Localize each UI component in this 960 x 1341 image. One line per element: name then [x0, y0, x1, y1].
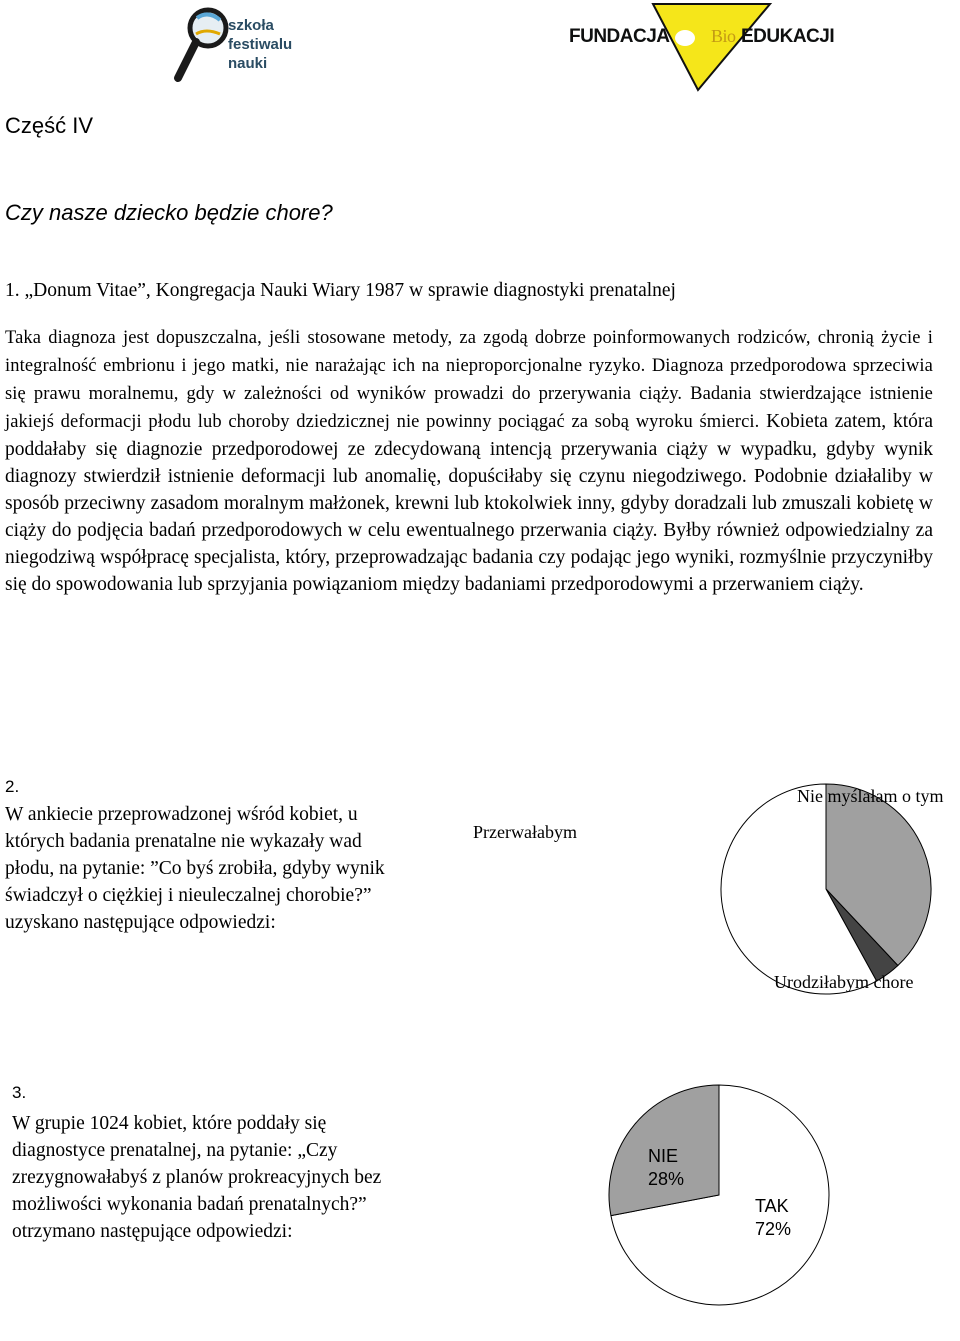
- fundacja-logo-word: EDUKACJI: [741, 26, 835, 47]
- szkola-logo-text: [228, 16, 292, 73]
- chart1-label-nie-myslalam: Nie myślałam o tym: [797, 786, 944, 806]
- section1-paragraph-b: Kobieta zatem, która poddałaby się diagnozie przedporodowej ze zdecydowaną intencją przerywania ciąży w wypadku, gdyby wynik diagnozy stwierdził istnienie deformacji lub anomalię, dopuściłaby się czynu niegodziwego. Podobnie działaliby w sposób przeciwny zasadom moralnym małżonek, krewni lub ktokolwiek inny, gdyby doradzali lub zmuszali kobietę w ciąży do podjęcia badań przedporodowych w celu ewentualnego przerwania ciąży. Byłby również odpowiedzialny za niegodziwą współpracę specjalista, który, przeprowadzając badania czy podając jego wyniki, rozmyślnie przyczyniłby się do spowodowania lub sprzyjania powiązaniom między badaniami przedporodowymi a przerwaniem ciąży.: [5, 411, 934, 595]
- szkola-festiwalu-nauki-logo: [170, 4, 293, 84]
- magnifier-icon: [170, 4, 230, 84]
- section1-body: [5, 324, 933, 598]
- pie-chart-1: [460, 775, 960, 1000]
- szkola-logo-line: szkoła: [228, 17, 274, 34]
- szkola-logo-line: festiwalu: [228, 36, 293, 53]
- chart1-label-przerwalabym: Przerwałabym: [473, 822, 577, 842]
- page-subtitle: Czy nasze dziecko będzie chore?: [5, 200, 333, 225]
- pie-chart-1-svg: [460, 775, 960, 1000]
- szkola-logo-line: nauki: [228, 55, 268, 72]
- chart1-label-urodzilabym: Urodziłabym chore: [774, 972, 914, 992]
- chart2-value-nie: 28%: [648, 1169, 685, 1189]
- section2-number: 2.: [5, 777, 20, 796]
- part-title: Część IV: [5, 113, 94, 138]
- section1-paragraph-a: Taka diagnoza jest dopuszczalna, jeśli stosowane metody, za zgodą dobrze poinformowanych rodziców, chronią życie i integralność embrionu i jego matki, nie narażając ich na nieproporcjonalne ryzyko. Diagnoza przedporodowa sprzeciwia się prawu moralnemu, gdy w zależności od wyników prowadzi do przerywania ciąży. Badania stwierdzające istnienie jakiejś deformacji płodu lub choroby dziedzicznej nie powinny pociągać za sobą wyroku śmierci.: [5, 328, 933, 432]
- chart2-value-tak: 72%: [755, 1219, 792, 1239]
- chart2-label-tak: TAK: [755, 1196, 789, 1216]
- section3-text: W grupie 1024 kobiet, które poddały się diagnostyce prenatalnej, na pytanie: „Czy zrezygnowałabyś z planów prokreacyjnych bez możliwości wykonania badań prenatalnych?” otrzymano następujące odpowiedzi:: [12, 1113, 382, 1242]
- fundacja-logo-word: Bio: [711, 26, 736, 46]
- pie-chart-2: [590, 1080, 880, 1336]
- pie-chart-2-svg: [590, 1080, 880, 1336]
- section1-heading: 1. „Donum Vitae”, Kongregacja Nauki Wiary 1987 w sprawie diagnostyki prenatalnej: [5, 280, 676, 301]
- fundacja-logo-word: FUNDACJA: [569, 26, 670, 47]
- fundacja-bioedukacji-logo: [565, 0, 835, 92]
- section3-number: 3.: [12, 1083, 27, 1102]
- section2-text: W ankiecie przeprowadzonej wśród kobiet, u których badania prenatalne nie wykazały wad płodu, na pytanie: ”Co byś zrobiła, gdyby wynik świadczył o ciężkiej i nieuleczalnej chorobie?” uzyskano następujące odpowiedzi:: [5, 804, 385, 933]
- chart2-label-nie: NIE: [648, 1146, 679, 1166]
